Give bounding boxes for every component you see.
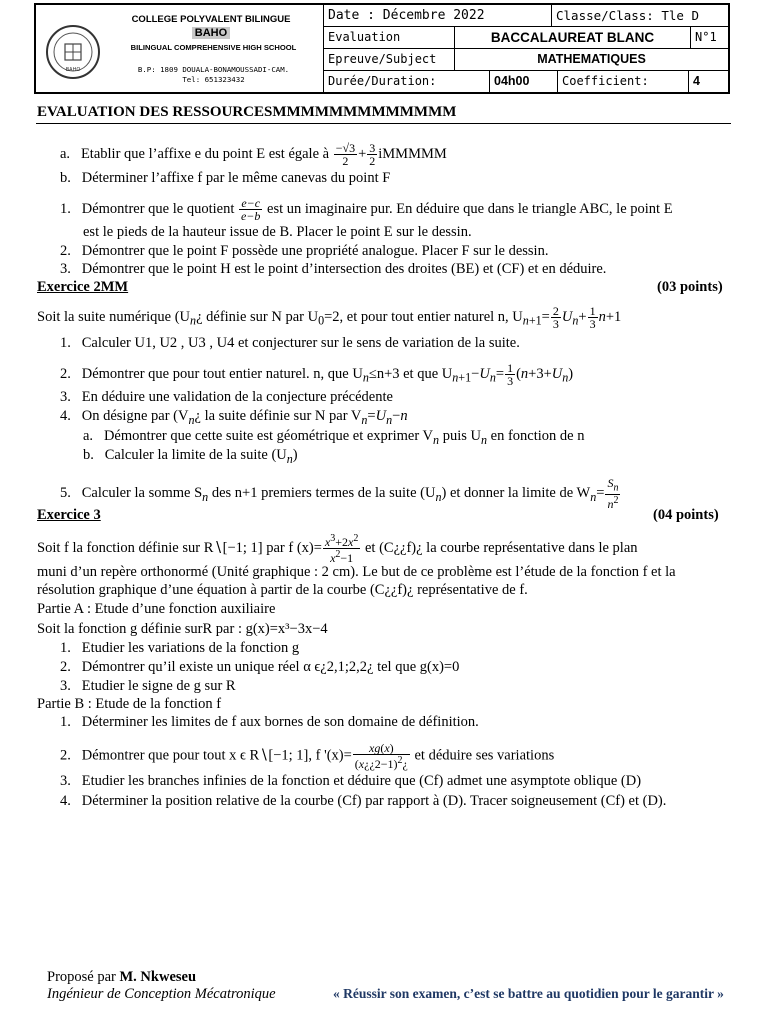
school-block — [36, 5, 324, 92]
part-b-q1: 1. Déterminer les limites de f aux bornes de son domaine de définition. — [60, 714, 479, 730]
part-b-q4: 4. Déterminer la position relative de la courbe (Cf) par rapport à (D). Tracer soigneusement (Cf) et (D). — [60, 793, 667, 809]
title-underline — [36, 123, 731, 124]
svg-text:BAHO: BAHO — [65, 67, 81, 73]
part-a-q1: 1. Etudier les variations de la fonction g — [60, 640, 300, 656]
subject-value-cell: MATHEMATIQUES — [455, 49, 728, 71]
part-a-q2: 2. Démontrer qu’il existe un unique réel α ϵ¿2,1;2,2¿ tel que g(x)=0 — [60, 659, 460, 675]
school-name-baho: BAHO — [106, 27, 316, 39]
part-a-definition: Soit la fonction g définie surR par : g(x)=x³−3x−4 — [37, 621, 328, 637]
part-b-title: Partie B : Etude de la fonction f — [37, 696, 222, 712]
fraction-sqrt3-over-2: $\frac{-√3}{2}$ — [335, 141, 356, 168]
ex3-line2: muni d’un repère orthonormé (Unité graphique : 2 cm). Le but de ce problème est l’étude de la fonction f et la — [37, 564, 676, 580]
exercise-3-points: (04 points) — [653, 507, 719, 523]
footer-author: Proposé par M. Nkweseu — [47, 969, 197, 985]
exercise-2-title: Exercice 2MM — [37, 279, 129, 295]
item-1: 1. Démontrer que le quotient $\frac{e-c}{e-b}$ est un imaginaire pur. En déduire que dans le triangle ABC, le point E — [60, 196, 673, 223]
fraction-f-definition: $\frac{x^3+2x^2}{x^2-1}$ — [324, 533, 359, 565]
item-3: 3. Démontrer que le point H est le point d’intersection des droites (BE) et (CF) et en déduire. — [60, 261, 607, 277]
part-b-q2: 2. Démontrer que pour tout x ϵ R∖[−1; 1], f '(x)= $\frac{xg(x)}{(x¿¿2-1)^2¿}$ et déduire ses variations — [60, 741, 555, 771]
school-address: B.P: 1809 DOUALA-BONAMOUSSADI-CAM. — [137, 65, 290, 74]
school-name-line1: COLLEGE POLYVALENT BILINGUE — [131, 14, 291, 25]
fraction-3-over-2: $\frac{3}{2}$ — [369, 141, 376, 168]
subject-label-cell: Epreuve/Subject — [324, 49, 455, 71]
school-logo — [45, 24, 101, 80]
header-box — [34, 3, 730, 94]
fraction-1-over-3: $\frac{1}{3}$ — [589, 304, 596, 331]
section-title: EVALUATION DES RESSOURCESMMMMMMMMMMMMM — [37, 104, 457, 120]
item-1-continuation: est le pieds de la hauteur issue de B. Placer le point E sur le dessin. — [83, 224, 472, 240]
ex2-intro: Soit la suite numérique ($U_n¿$ définie sur N par $U_0=2$, et pour tout entier naturel n, $U_{n+1}=$ $\frac{2}{3}$ $U_n+$ $\frac{1}{3}$ n+1 — [37, 304, 622, 331]
ex3-line3: résolution graphique d’une équation à partir de la courbe (C¿¿f)¿ représentative de f. — [37, 582, 528, 598]
item-b: b. Déterminer l’affixe f par le même canevas du point F — [60, 170, 391, 186]
item-a: a. Etablir que l’affixe e du point E est égale à $\frac{-√3}{2}$ + $\frac{3}{2}$ iMMMMM — [60, 141, 447, 168]
date-cell: Date : Décembre 2022 — [324, 5, 552, 27]
duration-value-cell: 04h00 — [490, 71, 558, 93]
coefficient-label-cell: Coefficient: — [558, 71, 689, 93]
part-a-title: Partie A : Etude d’une fonction auxiliaire — [37, 601, 276, 617]
evaluation-label-cell: Evaluation — [324, 27, 455, 49]
ex2-q3: 3. En déduire une validation de la conjecture précédente — [60, 389, 393, 405]
coefficient-value-cell: 4 — [693, 74, 700, 88]
part-a-q3: 3. Etudier le signe de g sur R — [60, 678, 236, 694]
fraction-e-c-over-e-b: $\frac{e-c}{e-b}$ — [240, 196, 261, 223]
ex2-q4a: a. Démontrer que cette suite est géométrique et exprimer $V_n$ puis $U_n$ en fonction de n — [83, 428, 585, 447]
fraction-derivative: $\frac{xg(x)}{(x¿¿2-1)^2¿}$ — [354, 741, 408, 771]
fraction-sn-over-n2: $\frac{S_n}{n^2}$ — [607, 476, 619, 512]
fraction-2-over-3: $\frac{2}{3}$ — [552, 304, 559, 331]
part-b-q3: 3. Etudier les branches infinies de la fonction et déduire que (Cf) admet une asymptote oblique (D) — [60, 773, 642, 789]
exercise-3-title: Exercice 3 — [37, 507, 101, 523]
ex2-q5: 5. Calculer la somme $S_n$ des n+1 premiers termes de la suite $(U_n)$ et donner la limite de $W_n=$ $\frac{S_n}{n^2}$ — [60, 476, 619, 512]
ex2-q4b: b. Calculer la limite de la suite $(U_n)$ — [83, 447, 298, 466]
duration-label-cell: Durée/Duration: — [324, 71, 490, 93]
school-tel: Tel: 651323432 — [182, 75, 245, 84]
ex2-q2: 2. Démontrer que pour tout entier naturel. n, que $U_n\le n+3$ et que $U_{n+1}-U_n=$ $\frac{1}{3}$ $(n+3+U_n)$ — [60, 361, 574, 388]
ex2-q4: 4. On désigne par ($V_n¿$ la suite définie sur N par $V_n=U_n-n$ — [60, 408, 408, 427]
item-2: 2. Démontrer que le point F possède une propriété analogue. Placer F sur le dessin. — [60, 243, 549, 259]
exercise-2-points: (03 points) — [657, 279, 723, 295]
footer-role: Ingénieur de Conception Mécatronique — [47, 986, 276, 1002]
fraction-1-over-3-b: $\frac{1}{3}$ — [507, 361, 514, 388]
ex2-q1: 1. Calculer U1, U2 , U3 , U4 et conjecturer sur le sens de variation de la suite. — [60, 335, 520, 351]
ex3-intro: Soit f la fonction définie sur R∖[−1; 1] par f (x)= $\frac{x^3+2x^2}{x^2-1}$ et (C¿¿f)¿ la courbe représentative dans le plan — [37, 533, 638, 565]
evaluation-value-cell: BACCALAUREAT BLANC — [455, 27, 691, 49]
class-cell: Classe/Class: Tle D — [552, 5, 728, 27]
school-contact — [106, 65, 321, 85]
footer-motto: « Réussir son examen, c’est se battre au quotidien pour le garantir » — [333, 986, 724, 1001]
school-name-english: BILINGUAL COMPREHENSIVE HIGH SCHOOL — [130, 43, 297, 52]
evaluation-number-cell: N°1 — [691, 27, 728, 49]
